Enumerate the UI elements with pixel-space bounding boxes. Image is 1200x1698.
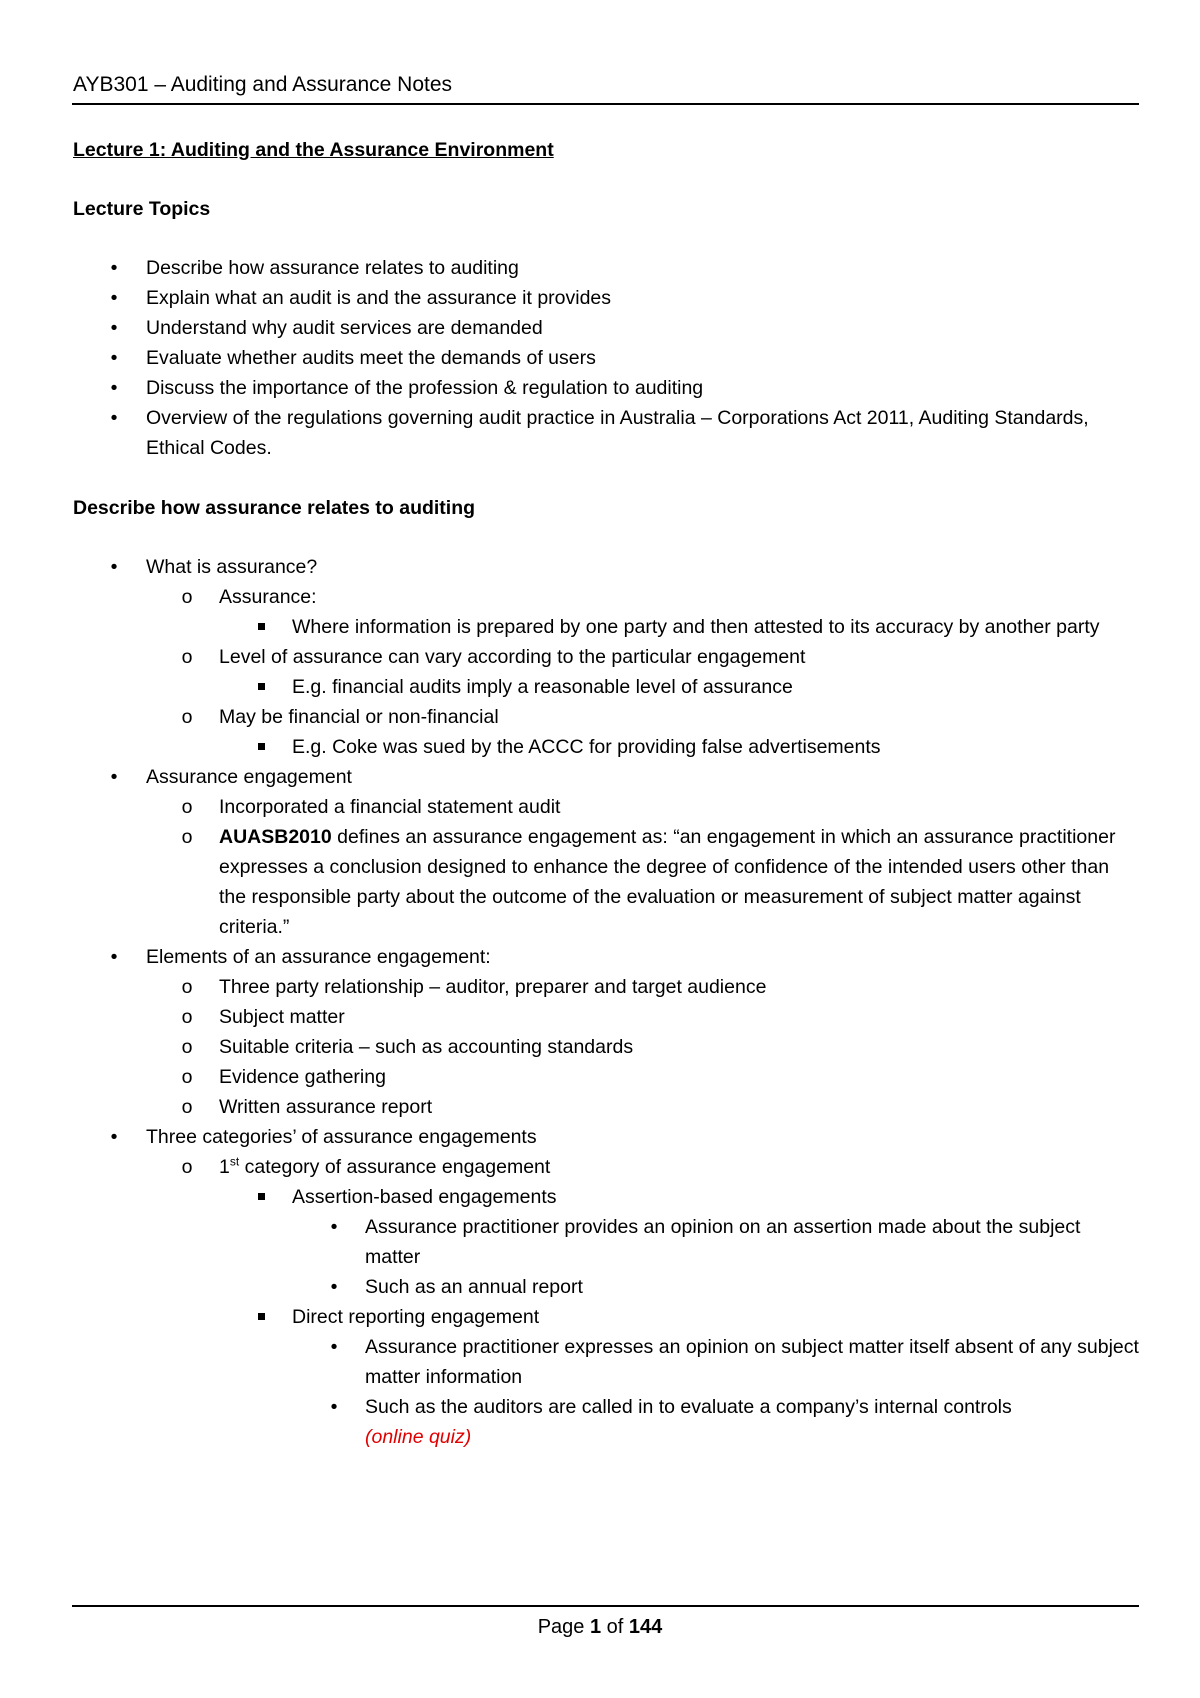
circle-bullet-icon: [177, 702, 197, 732]
list-item: o Three party relationship – auditor, preparer and target audience: [73, 972, 1139, 1002]
list-item: • Elements of an assurance engagement:: [73, 942, 1139, 972]
square-bullet-icon: [251, 1182, 271, 1212]
bullet-icon: [104, 313, 124, 343]
bullet-icon: [104, 253, 124, 283]
document-body: [73, 135, 1139, 1452]
list-item: • Three categories’ of assurance engagements: [73, 1122, 1139, 1152]
square-bullet-icon: [251, 1302, 271, 1332]
list-item: E.g. financial audits imply a reasonable level of assurance: [73, 672, 1139, 702]
header-divider: [72, 103, 1139, 105]
auasb-definition: defines an assurance engagement as: “an engagement in which an assurance practitioner expresses a conclusion designed to enhance the degree of confidence of the intended users other than the responsible party about the outcome of the evaluation or measurement of subject matter against criteria.”: [219, 826, 1116, 938]
circle-bullet-icon: [177, 582, 197, 612]
assurance-outline: [73, 552, 1139, 1452]
list-item: Direct reporting engagement: [73, 1302, 1139, 1332]
section-heading: Describe how assurance relates to auditing: [73, 497, 476, 519]
bullet-icon: [324, 1392, 344, 1422]
list-item: [73, 822, 1139, 942]
lecture-topics-heading: Lecture Topics: [73, 198, 211, 220]
circle-bullet-icon: [177, 822, 197, 852]
circle-bullet-icon: [177, 972, 197, 1002]
list-item: • Understand why audit services are demanded: [73, 313, 1139, 343]
circle-bullet-icon: [177, 1032, 197, 1062]
lecture-topics-list: [73, 253, 1139, 463]
bullet-icon: [324, 1272, 344, 1302]
bullet-icon: [104, 942, 124, 972]
list-item: • Assurance practitioner provides an opinion on an assertion made about the subject matter: [73, 1212, 1139, 1272]
page-number: Page 1 of 144: [537, 1616, 663, 1638]
bullet-icon: [104, 1122, 124, 1152]
list-item: • Assurance engagement: [73, 762, 1139, 792]
circle-bullet-icon: [177, 792, 197, 822]
list-item: o Written assurance report: [73, 1092, 1139, 1122]
bullet-icon: [324, 1332, 344, 1362]
list-item: • Describe how assurance relates to auditing: [73, 253, 1139, 283]
list-item: • Such as an annual report: [73, 1272, 1139, 1302]
list-item: • Discuss the importance of the profession & regulation to auditing: [73, 373, 1139, 403]
list-item: o Assurance:: [73, 582, 1139, 612]
circle-bullet-icon: [177, 1002, 197, 1032]
circle-bullet-icon: [177, 642, 197, 672]
list-item: o Level of assurance can vary according to the particular engagement: [73, 642, 1139, 672]
square-bullet-icon: [251, 732, 271, 762]
list-item: Where information is prepared by one party and then attested to its accuracy by another party: [73, 612, 1139, 642]
list-item: Assertion-based engagements: [73, 1182, 1139, 1212]
list-item: • What is assurance?: [73, 552, 1139, 582]
list-item: o Incorporated a financial statement audit: [73, 792, 1139, 822]
square-bullet-icon: [251, 612, 271, 642]
list-item: E.g. Coke was sued by the ACCC for providing false advertisements: [73, 732, 1139, 762]
list-item: o May be financial or non-financial: [73, 702, 1139, 732]
page-header-title: AYB301 – Auditing and Assurance Notes: [73, 73, 453, 96]
lecture-title: Lecture 1: Auditing and the Assurance Environment: [73, 139, 554, 161]
list-item: o Suitable criteria – such as accounting standards: [73, 1032, 1139, 1062]
list-item: o 1st category of assurance engagement: [73, 1152, 1139, 1182]
list-item: • Overview of the regulations governing audit practice in Australia – Corporations Act 2011, Auditing Standards, Ethical Codes.: [73, 403, 1139, 463]
list-item: o Evidence gathering: [73, 1062, 1139, 1092]
circle-bullet-icon: [177, 1062, 197, 1092]
list-item: • Assurance practitioner expresses an opinion on subject matter itself absent of any subject matter information: [73, 1332, 1139, 1392]
bullet-icon: [324, 1212, 344, 1242]
list-item: • Explain what an audit is and the assurance it provides: [73, 283, 1139, 313]
bullet-icon: [104, 373, 124, 403]
circle-bullet-icon: [177, 1152, 197, 1182]
bullet-icon: [104, 552, 124, 582]
list-item: • Such as the auditors are called in to evaluate a company’s internal controls (online quiz): [73, 1392, 1139, 1452]
auasb-term: AUASB2010: [219, 826, 332, 848]
bullet-icon: [104, 762, 124, 792]
square-bullet-icon: [251, 672, 271, 702]
online-quiz-note: (online quiz): [365, 1426, 472, 1448]
circle-bullet-icon: [177, 1092, 197, 1122]
list-item: • Evaluate whether audits meet the demands of users: [73, 343, 1139, 373]
bullet-icon: [104, 283, 124, 313]
footer-divider: [72, 1605, 1139, 1607]
bullet-icon: [104, 403, 124, 433]
bullet-icon: [104, 343, 124, 373]
list-item: o Subject matter: [73, 1002, 1139, 1032]
